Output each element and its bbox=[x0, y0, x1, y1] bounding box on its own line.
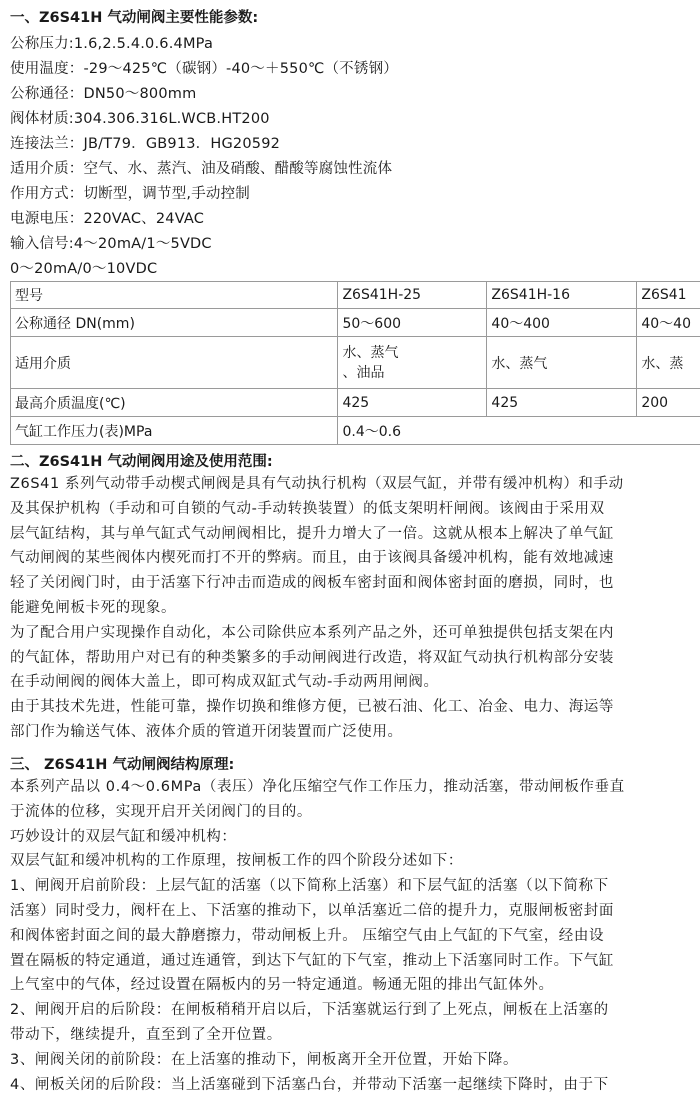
paragraph-line: 部门作为输送气体、液体介质的管道开闭装置而广泛使用。 bbox=[10, 723, 403, 740]
section1-heading: 一、Z6S41H 气动闸阀主要性能参数: bbox=[10, 10, 259, 26]
paragraph-line: 和阀体密封面之间的最大静磨擦力，带动闸板上升。 压缩空气由上气缸的下气室，经由设 bbox=[10, 927, 605, 944]
section2-heading: 二、Z6S41H 气动闸阀用途及使用范围: bbox=[10, 454, 273, 470]
section3-heading: 三、 Z6S41H 气动闸阀结构原理: bbox=[10, 757, 235, 773]
table-cell: 气缸工作压力(表)MPa bbox=[11, 417, 338, 445]
paragraph-line: 的气缸体，帮助用户对已有的种类繁多的手动闸阀进行改造，将双缸气动执行机构部分安装 bbox=[10, 649, 614, 666]
table-row bbox=[11, 282, 700, 309]
paragraph-line: Z6S41 系列气动带手动楔式闸阀是具有气动执行机构（双层气缸，并带有缓冲机构）和手动 bbox=[10, 476, 624, 492]
paragraph-line: 带动下，继续提升，直至到了全开位置。 bbox=[10, 1026, 282, 1043]
spec-table bbox=[10, 281, 700, 445]
table-row bbox=[11, 389, 700, 417]
table-row bbox=[11, 417, 700, 445]
param-input-signal: 输入信号:4～20mA/1～5VDC bbox=[10, 236, 212, 252]
param-temperature: 使用温度：-29～425℃（碳钢）-40～＋550℃（不锈钢） bbox=[10, 61, 398, 77]
table-cell: 200 bbox=[637, 389, 700, 417]
paragraph-line: 3、闸阀关闭的前阶段：在上活塞的推动下，闸板离开全开位置，开始下降。 bbox=[10, 1051, 519, 1068]
paragraph-line: 置在隔板的特定通道，通过连通管，到达下气缸的下气室，推动上下活塞同时工作。下气缸 bbox=[10, 952, 614, 969]
paragraph-line: 能避免闸板卡死的现象。 bbox=[10, 599, 177, 616]
table-cell: Z6S41H-25 bbox=[338, 282, 487, 309]
param-flange: 连接法兰：JB/T79．GB913．HG20592 bbox=[10, 136, 281, 152]
section3-body bbox=[10, 775, 694, 1097]
param-power-voltage: 电源电压：220VAC、24VAC bbox=[10, 211, 205, 227]
paragraph-line: 为了配合用户实现操作自动化，本公司除供应本系列产品之外，还可单独提供包括支架在内 bbox=[10, 624, 614, 641]
paragraph-line: 轻了关闭阀门时，由于活塞下行冲击而造成的阀板车密封面和阀体密封面的磨损，同时，也 bbox=[10, 575, 614, 592]
table-cell: 型号 bbox=[11, 282, 338, 309]
param-action: 作用方式：切断型，调节型,手动控制 bbox=[10, 186, 251, 202]
table-cell: Z6S41 bbox=[637, 282, 700, 309]
paragraph-line: 巧妙设计的双层气缸和缓冲机构： bbox=[10, 828, 237, 845]
table-cell: 公称通径 DN(mm) bbox=[11, 309, 338, 337]
paragraph-line: 层气缸结构，其与单气缸式气动闸阀相比，提升力增大了一倍。这就从根本上解决了单气缸 bbox=[10, 525, 614, 542]
paragraph-line: 气动闸阀的某些阀体内楔死而打不开的弊病。而且，由于该阀具备缓冲机构，能有效地减速 bbox=[10, 550, 614, 567]
paragraph-line: 于流体的位移，实现开启开关闭阀门的目的。 bbox=[10, 803, 312, 820]
table-cell: 425 bbox=[487, 389, 637, 417]
paragraph-line: 双层气缸和缓冲机构的工作原理，按闸板工作的四个阶段分述如下： bbox=[10, 853, 463, 870]
section2-body bbox=[10, 472, 694, 745]
table-cell: 0.4～0.6 bbox=[338, 417, 700, 445]
paragraph-line: 2、闸阀开启的后阶段：在闸板稍稍开启以后，下活塞就运行到了上死点，闸板在上活塞的 bbox=[10, 1002, 609, 1019]
paragraph-line: 本系列产品以 0.4～0.6MPa（表压）净化压缩空气作工作压力，推动活塞，带动闸板作垂直 bbox=[10, 779, 625, 795]
paragraph-line: 在手动闸阀的阀体大盖上，即可构成双缸式气动-手动两用闸阀。 bbox=[10, 674, 439, 691]
table-cell: Z6S41H-16 bbox=[487, 282, 637, 309]
param-input-signal-2: 0～20mA/0～10VDC bbox=[10, 261, 158, 277]
table-cell: 50～600 bbox=[338, 309, 487, 337]
table-cell: 最高介质温度(℃) bbox=[11, 389, 338, 417]
paragraph-line: 由于其技术先进，性能可靠，操作切换和维修方便，已被石油、化工、冶金、电力、海运等 bbox=[10, 699, 614, 716]
param-body-material: 阀体材质:304.306.316L.WCB.HT200 bbox=[10, 111, 270, 127]
table-cell: 425 bbox=[338, 389, 487, 417]
table-cell: 水、蒸气 bbox=[487, 337, 637, 389]
table-row bbox=[11, 337, 700, 389]
paragraph-line: 及其保护机构（手动和可自锁的气动-手动转换装置）的低支架明杆闸阀。该阀由于采用双 bbox=[10, 500, 605, 517]
paragraph-line: 1、闸阀开启前阶段：上层气缸的活塞（以下简称上活塞）和下层气缸的活塞（以下简称下 bbox=[10, 878, 609, 895]
paragraph-line: 上气室中的气体，经过设置在隔板内的另一特定通道。畅通无阻的排出气缸体外。 bbox=[10, 977, 554, 994]
table-cell: 水、蒸气 、油品 bbox=[338, 337, 487, 389]
table-row bbox=[11, 309, 700, 337]
table-cell: 40～40 bbox=[637, 309, 700, 337]
param-nominal-pressure: 公称压力:1.6,2.5.4.0.6.4MPa bbox=[10, 36, 214, 52]
table-cell: 水、蒸 bbox=[637, 337, 700, 389]
paragraph-line: 活塞）同时受力，阀杆在上、下活塞的推动下，以单活塞近二倍的提升力，克服闸板密封面 bbox=[10, 902, 614, 919]
paragraph-line: 4、闸板关闭的后阶段：当上活塞碰到下活塞凸台，并带动下活塞一起继续下降时，由于下 bbox=[10, 1076, 609, 1093]
param-medium: 适用介质：空气、水、蒸汽、油及硝酸、醋酸等腐蚀性流体 bbox=[10, 161, 393, 177]
table-cell: 适用介质 bbox=[11, 337, 338, 389]
table-cell: 40～400 bbox=[487, 309, 637, 337]
param-nominal-diameter: 公称通径：DN50～800mm bbox=[10, 86, 197, 102]
